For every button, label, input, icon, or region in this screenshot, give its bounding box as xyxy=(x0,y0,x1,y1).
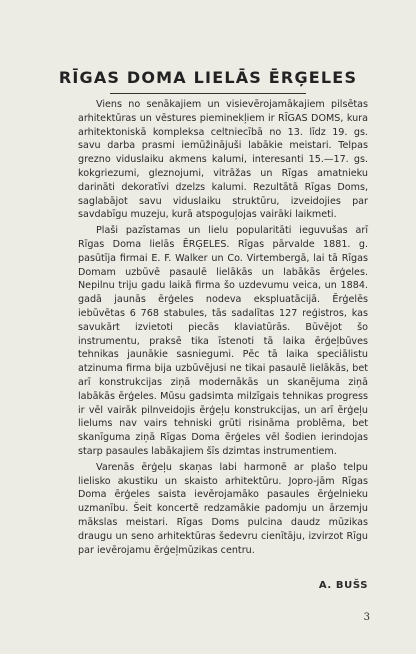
paragraph: Varenās ērģeļu skaņas labi harmonē ar plašo telpu lielisko akustiku un skaisto arhitektūru. Jopro-jām Rīgas Doma ērģeles saista ievērojamāko pasaules ērģelnieku uzmanību. Šeit koncertē redzamākie padomju un ārzemju mākslas meistari. Rīgas Doms pulcina daudz mūzikas draugu un seno arhitektūras šedevru cienītāju, izvirzot Rīgu par ievērojamu ērģeļmūzikas centru. xyxy=(78,461,368,556)
paragraph: Plaši pazīstamas un lielu popularitāti ieguvušas arī Rīgas Doma lielās ĒRĢELES. Rīgas pārvalde 1881. g. pasūtīja firmai E. F. Walker un Co. Virtembergā, lai tā Rīgas Domam uzbūvē pasaulē lielākās un labākās ērģeles. Nepilnu triju gadu laikā firma šo uzdevumu veica, un 1884. gadā jaunās ērģeles nodeva ekspluatācijā. Ērģelēs iebūvētas 6 768 stabules, tās sadalītas 127 reģistros, kas savukārt izvietoti piecās klaviatūrās. Būvējot šo instrumentu, praksē tika īstenoti tā laika ērģeļbūves tehnikas jaunākie sasniegumi. Pēc tā laika speciālistu atzinuma firma bija uzbūvējusi ne tikai pasaulē lielākās, bet arī konstrukcijas ziņā modernākās un skanējuma ziņā labākās ērģeles. Mūsu gadsimta milzīgais tehnikas progress ir vēl vairāk pilnveidojis ērģeļu konstrukcijas, un arī ērģeļu lielums nav vairs tehniski grūti risināma problēma, bet skanīguma ziņā Rīgas Doma ērģeles vēl šodien ierindojas starp pasaules labākajiem šīs dzimtas instrumentiem. xyxy=(78,225,368,457)
title-underline xyxy=(110,93,306,94)
page-title: RĪGAS DOMA LIELĀS ĒRĢELES xyxy=(58,68,358,87)
paragraph: Viens no senākajiem un visievērojamākajiem pilsētas arhitektūras un vēstures pieminekļiem ir RĪGAS DOMS, kura arhitektoniskā kompleksa celtniecībā no 13. līdz 19. gs. savu darba prasmi iemūžinājuši labākie meistari. Telpas grezno viduslaiku akmens kalumi, interesanti 15.—17. gs. kokgriezumi, gleznojumi, vitrāžas un Rīgas amatnieku darināti dekoratīvi dzelzs kalumi. Rezultātā Rīgas Doms, saglabājot savu viduslaiku struktūru, izveidojies par savdabīgu muzeju, kurā atspoguļojas vairāki laikmeti. xyxy=(78,99,368,221)
page-number: 3 xyxy=(363,612,370,623)
article-body xyxy=(78,98,368,559)
author-signature: A. BUŠS xyxy=(318,580,368,591)
